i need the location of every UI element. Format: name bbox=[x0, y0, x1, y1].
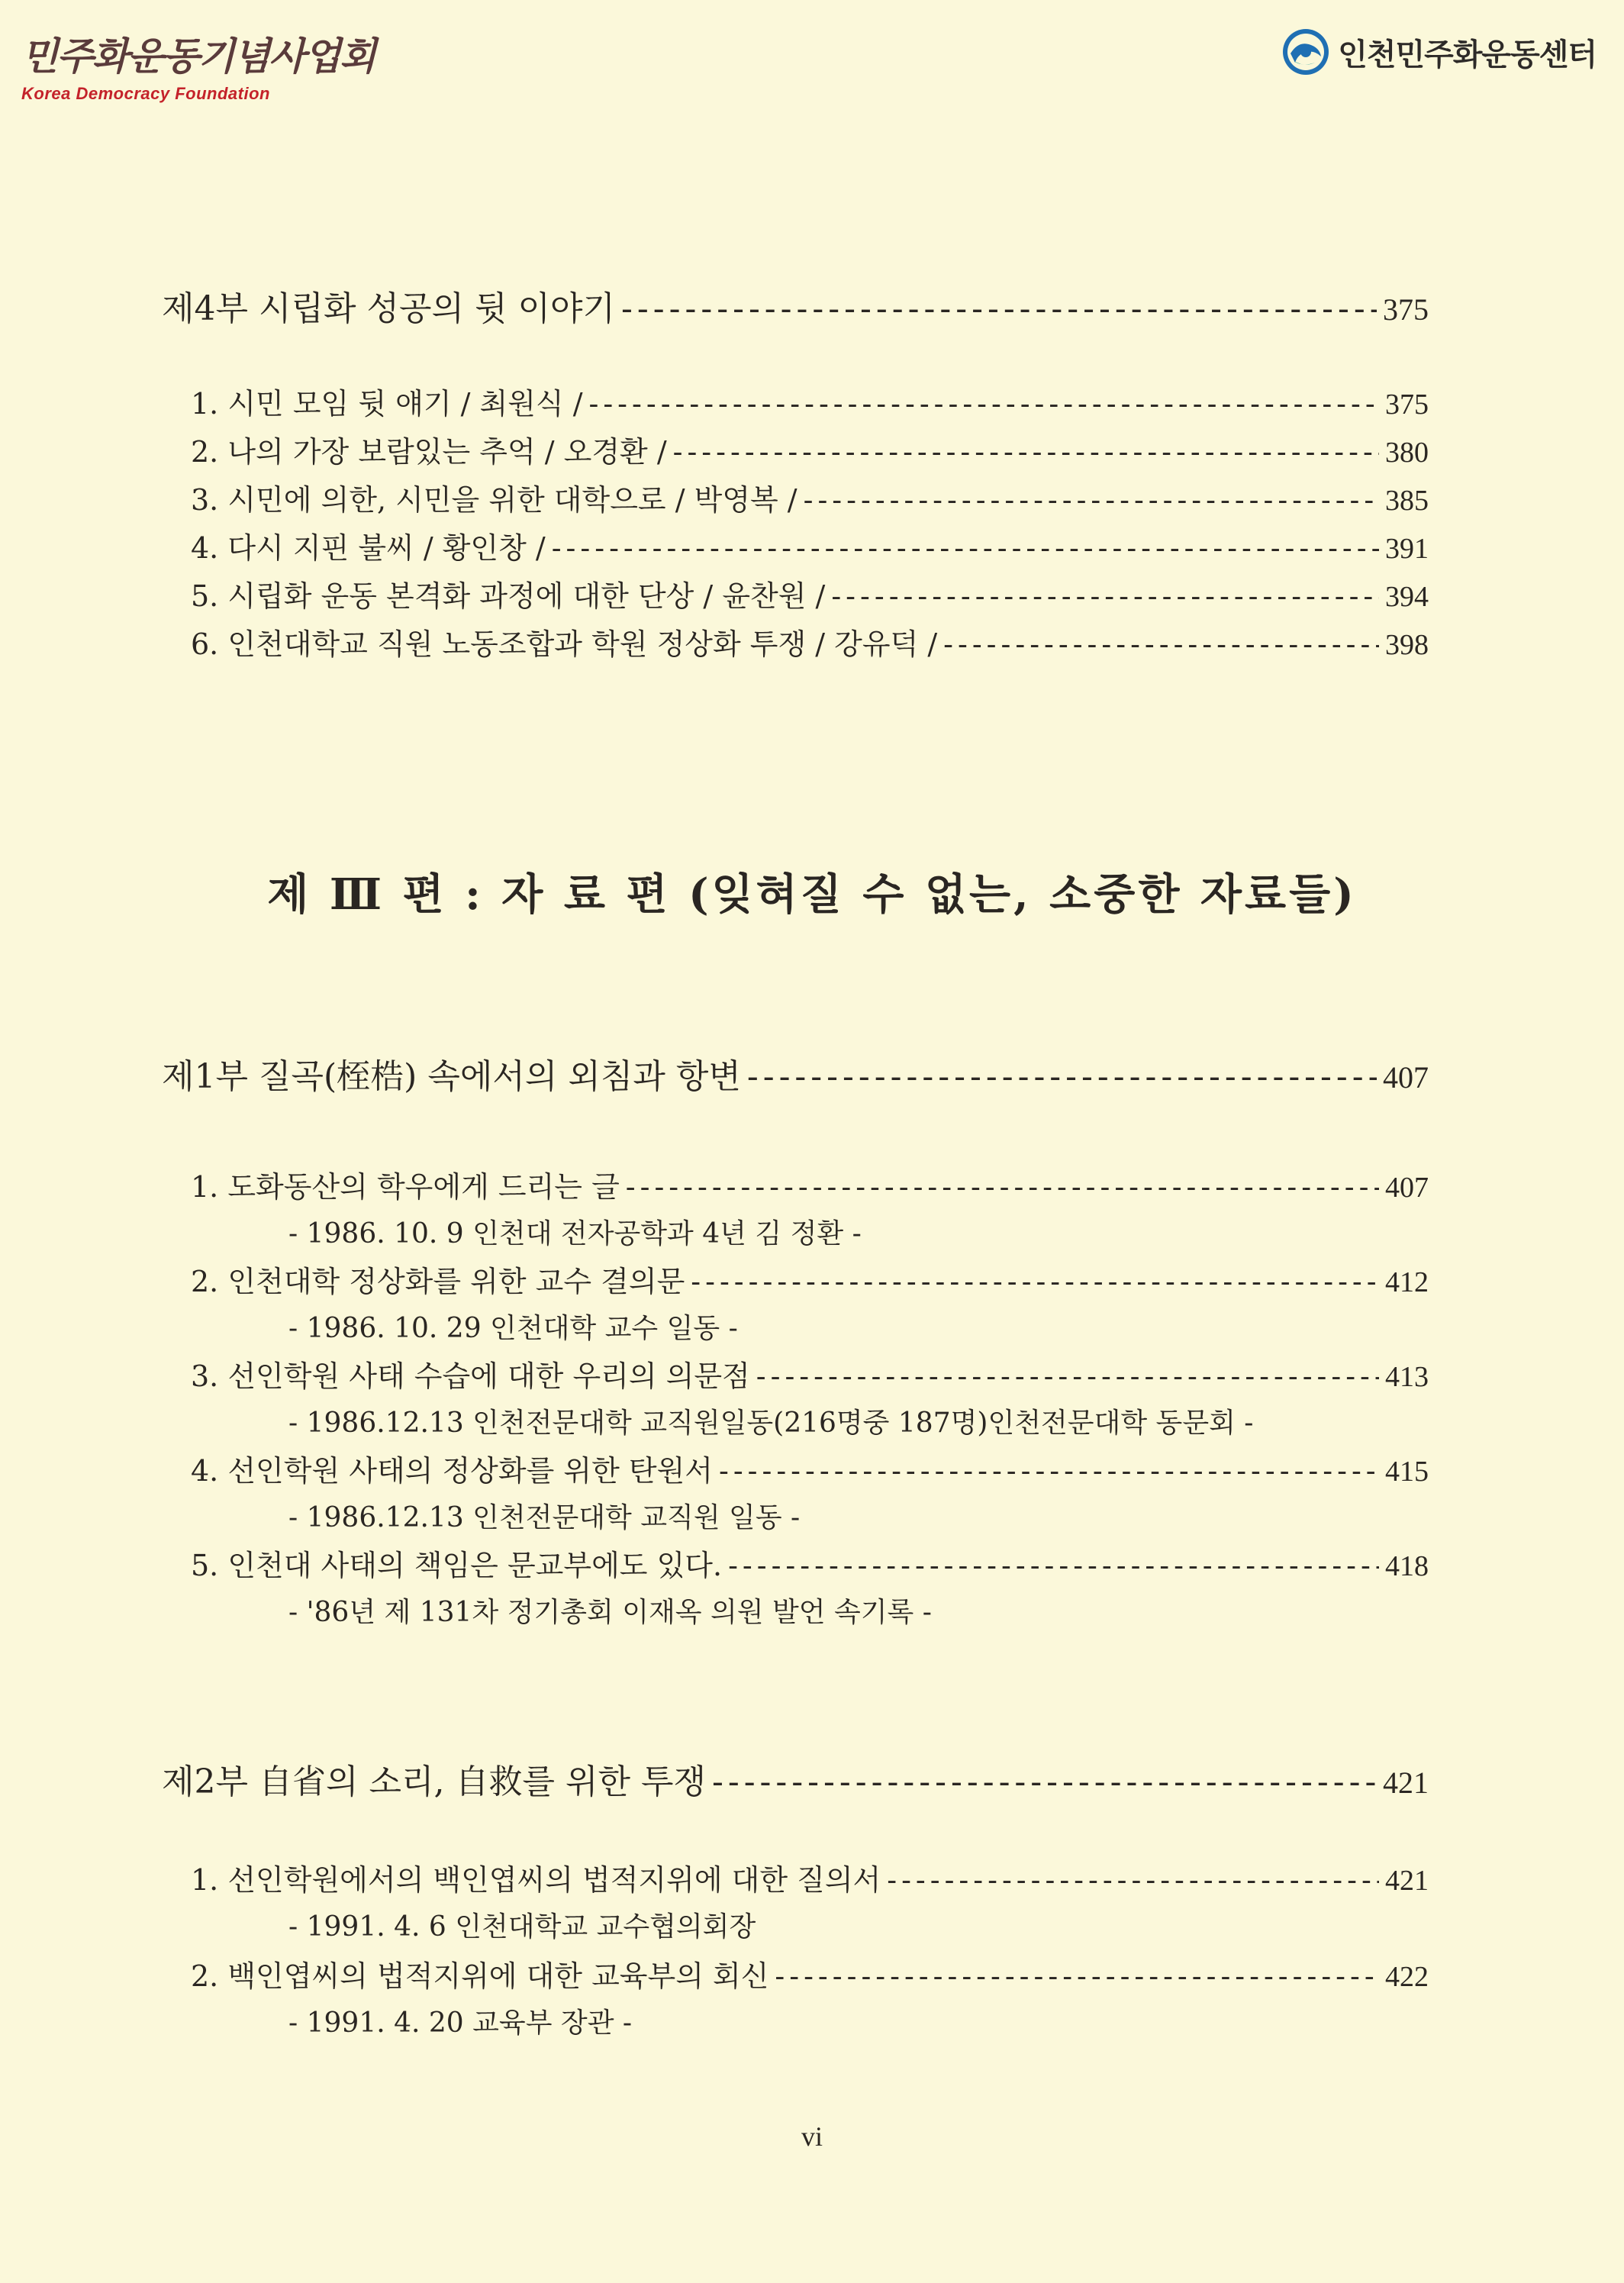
korea-democracy-foundation-logo bbox=[21, 26, 375, 104]
page-ref: 421 bbox=[1383, 1765, 1429, 1800]
dot-leader bbox=[626, 1170, 1379, 1204]
page-ref: 398 bbox=[1385, 629, 1429, 661]
dot-leader bbox=[673, 435, 1379, 469]
item-title: 4. 다시 지핀 불씨 / 황인창 / bbox=[191, 531, 546, 565]
dot-leader bbox=[756, 1359, 1379, 1393]
page-ref: 412 bbox=[1385, 1266, 1429, 1298]
toc-item bbox=[191, 621, 1429, 663]
toc-part1-heading bbox=[162, 1049, 1429, 1098]
item-title: 4. 선인학원 사태의 정상화를 위한 탄원서 bbox=[191, 1454, 713, 1488]
toc-item-subtitle: - 1991. 4. 20 교육부 장관 - bbox=[288, 2007, 633, 2039]
toc-item bbox=[191, 476, 1429, 518]
part-title: 제1부 질곡(桎梏) 속에서의 외침과 항변 bbox=[162, 1057, 741, 1096]
dot-leader bbox=[712, 1762, 1377, 1801]
logo-english-text: Korea Democracy Foundation bbox=[21, 84, 270, 103]
toc-part4-heading bbox=[162, 281, 1429, 330]
toc-item-subtitle: - 1986. 10. 9 인천대 전자공학과 4년 김 정환 - bbox=[288, 1218, 862, 1250]
page-ref: 422 bbox=[1385, 1961, 1429, 1993]
dot-leader bbox=[728, 1549, 1379, 1582]
toc-item bbox=[191, 1447, 1429, 1489]
toc-item bbox=[191, 1353, 1429, 1395]
page-number: vi bbox=[801, 2121, 823, 2152]
page-ref: 380 bbox=[1385, 437, 1429, 469]
incheon-democracy-center-logo bbox=[1281, 27, 1597, 76]
toc-item bbox=[191, 1542, 1429, 1584]
dot-leader bbox=[691, 1265, 1379, 1298]
page-ref: 391 bbox=[1385, 533, 1429, 565]
page-ref: 415 bbox=[1385, 1456, 1429, 1488]
toc-part2-heading bbox=[162, 1754, 1429, 1803]
part-title: 제4부 시립화 성공의 뒷 이야기 bbox=[162, 289, 615, 328]
dot-leader bbox=[589, 387, 1380, 421]
item-title: 3. 시민에 의한, 시민을 위한 대학으로 / 박영복 / bbox=[191, 483, 798, 517]
toc-item bbox=[191, 1258, 1429, 1300]
toc-item-subtitle: - 1986. 10. 29 인천대학 교수 일동 - bbox=[288, 1313, 738, 1344]
page-ref: 418 bbox=[1385, 1550, 1429, 1582]
toc-item bbox=[191, 1856, 1429, 1898]
section-title: 제 Ⅲ 편 : 자 료 편 (잊혀질 수 없는, 소중한 자료들) bbox=[267, 869, 1357, 920]
page-ref: 385 bbox=[1385, 485, 1429, 517]
page-ref: 394 bbox=[1385, 581, 1429, 613]
item-title: 6. 인천대학교 직원 노동조합과 학원 정상화 투쟁 / 강유덕 / bbox=[191, 627, 938, 661]
center-name-text: 인천민주화운동센터 bbox=[1338, 37, 1597, 73]
item-title: 5. 시립화 운동 본격화 과정에 대한 단상 / 윤찬원 / bbox=[191, 579, 826, 613]
logo-korean-text: 민주화운동기념사업회 bbox=[21, 34, 375, 79]
page-ref: 375 bbox=[1385, 389, 1429, 421]
toc-item bbox=[191, 1952, 1429, 1994]
item-title: 1. 선인학원에서의 백인엽씨의 법적지위에 대한 질의서 bbox=[191, 1863, 881, 1897]
dot-leader bbox=[552, 531, 1379, 565]
item-title: 2. 인천대학 정상화를 위한 교수 결의문 bbox=[191, 1265, 685, 1298]
page-ref: 421 bbox=[1385, 1865, 1429, 1897]
toc-item-subtitle: - 1991. 4. 6 인천대학교 교수협의회장 bbox=[288, 1911, 756, 1943]
page-ref: 413 bbox=[1385, 1361, 1429, 1393]
dot-leader bbox=[804, 483, 1379, 517]
toc-item-subtitle: - 1986.12.13 인천전문대학 교직원일동(216명중 187명)인천전문대학 동문회 - bbox=[288, 1408, 1254, 1439]
toc-item bbox=[191, 572, 1429, 614]
item-title: 2. 백인엽씨의 법적지위에 대한 교육부의 회신 bbox=[191, 1959, 769, 1993]
part-title: 제2부 自省의 소리, 自救를 위한 투쟁 bbox=[162, 1762, 706, 1801]
dot-leader bbox=[719, 1454, 1379, 1488]
item-title: 1. 도화동산의 학우에게 드리는 글 bbox=[191, 1170, 620, 1204]
toc-item-subtitle: - '86년 제 131차 정기총회 이재옥 의원 발언 속기록 - bbox=[288, 1597, 932, 1628]
toc-item bbox=[191, 1163, 1429, 1205]
item-title: 5. 인천대 사태의 책임은 문교부에도 있다. bbox=[191, 1549, 723, 1582]
dot-leader bbox=[747, 1057, 1377, 1096]
item-title: 2. 나의 가장 보람있는 추억 / 오경환 / bbox=[191, 435, 667, 469]
dot-leader bbox=[943, 627, 1379, 661]
item-title: 1. 시민 모임 뒷 얘기 / 최원식 / bbox=[191, 387, 583, 421]
dot-leader bbox=[887, 1863, 1379, 1897]
toc-item bbox=[191, 428, 1429, 470]
toc-item-subtitle: - 1986.12.13 인천전문대학 교직원 일동 - bbox=[288, 1502, 801, 1533]
page-ref: 375 bbox=[1383, 292, 1429, 327]
dot-leader bbox=[831, 579, 1379, 613]
page-ref: 407 bbox=[1385, 1172, 1429, 1204]
page-ref: 407 bbox=[1383, 1060, 1429, 1095]
dot-leader bbox=[621, 289, 1377, 328]
item-title: 3. 선인학원 사태 수습에 대한 우리의 의문점 bbox=[191, 1359, 750, 1393]
toc-item bbox=[191, 524, 1429, 566]
center-emblem-icon bbox=[1281, 27, 1330, 76]
dot-leader bbox=[775, 1959, 1379, 1993]
toc-item bbox=[191, 380, 1429, 422]
